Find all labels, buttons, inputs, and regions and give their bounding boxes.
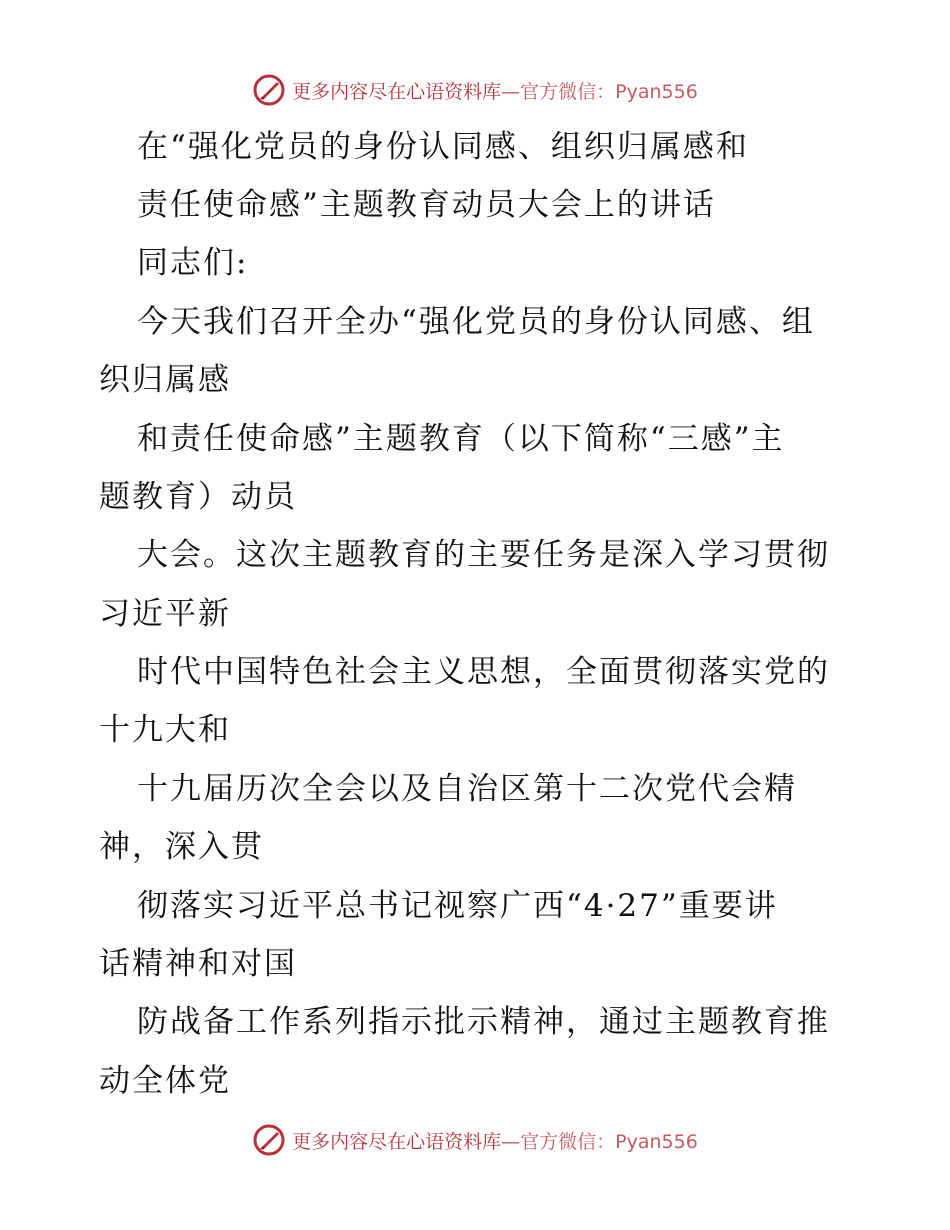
body-line: 今天我们召开全办“强化党员的身份认同感、组	[137, 304, 815, 340]
watermark-text	[292, 1127, 698, 1154]
footer-watermark	[0, 1120, 950, 1160]
watermark-main-text: 更多内容尽在心语资料库	[292, 1130, 502, 1153]
quill-pen-seal-icon	[252, 1123, 286, 1157]
body-line: 大会。这次主题教育的主要任务是深入学习贯彻	[137, 537, 830, 573]
watermark-main-text: 更多内容尽在心语资料库	[292, 80, 502, 103]
body-line: 动全体党	[99, 1063, 231, 1099]
salutation: 同志们:	[137, 245, 249, 281]
watermark-wechat-text: 官方微信：Pyan556	[520, 1130, 698, 1153]
watermark-wechat-text: 官方微信：Pyan556	[520, 80, 698, 103]
body-line: 防战备工作系列指示批示精神，通过主题教育推	[137, 1004, 830, 1040]
body-line: 习近平新	[99, 596, 231, 632]
body-line: 彻落实习近平总书记视察广西“4·27”重要讲	[137, 888, 778, 924]
body-line: 十九届历次全会以及自治区第十二次党代会精	[137, 771, 797, 807]
body-line: 题教育）动员	[99, 479, 297, 515]
body-line: 和责任使命感”主题教育（以下简称“三感”主	[137, 421, 785, 457]
watermark-separator: —	[501, 1130, 521, 1153]
body-line: 话精神和对国	[99, 946, 297, 982]
body-line: 十九大和	[99, 712, 231, 748]
body-line: 神，深入贯	[99, 829, 264, 865]
body-line: 时代中国特色社会主义思想，全面贯彻落实党的	[137, 654, 830, 690]
document-title-line-1: 在“强化党员的身份认同感、组织归属感和	[137, 129, 749, 165]
body-line: 织归属感	[99, 362, 231, 398]
watermark-separator: —	[501, 80, 521, 103]
document-title-line-2: 责任使命感”主题教育动员大会上的讲话	[137, 187, 716, 223]
